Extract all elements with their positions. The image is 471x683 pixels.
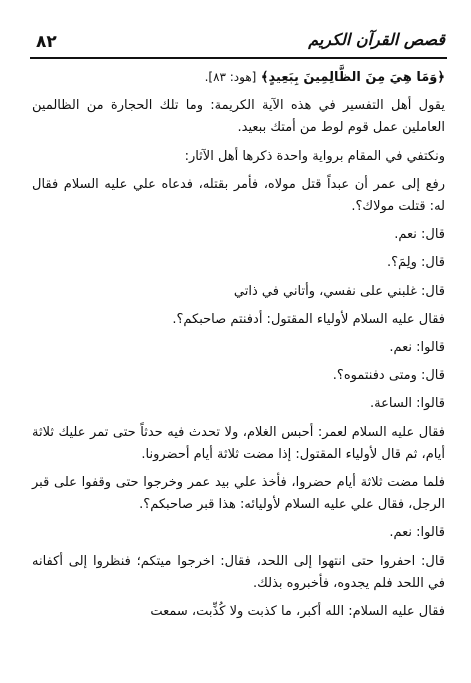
paragraph: ونكتفي في المقام برواية واحدة ذكرها أهل الآثار: [184,148,445,164]
paragraph: فقال عليه السلام: الله أكبر، ما كذبت ولا كُذِّبت، سمعت [150,604,445,620]
paragraph: قالوا: نعم. [389,340,445,356]
paragraph: رفع إلى عمر أن عبداً قتل مولاه، فأمر بقتله، فدعاه علي عليه السلام فقال له: قتلت مولاك؟. [32,176,445,215]
paragraph: قال: ومتى دفنتموه؟. [332,368,445,384]
page-number: ٨٢ [36,32,57,52]
paragraph: قال: احفروا حتى انتهوا إلى اللحد، فقال: اخرجوا ميتكم؛ فنظروا إلى أكفانه في اللحد فلم يجدوه، فأخبروه بذلك. [32,553,445,591]
paragraph: فقال عليه السلام لعمر: أحبس الغلام، ولا تحدث فيه حدثاً حتى تمر عليك ثلاثة أيام، ثم قال لأولياء المقتول: إذا مضت ثلاثة أيام أحضرونا. [32,424,445,462]
book-title: قصص القرآن الكريم [308,30,445,49]
paragraph: قال: غلبني على نفسي، وأتاني في ذاتي [233,283,445,299]
quran-verse [32,66,445,89]
paragraph: فلما مضت ثلاثة أيام حضروا، فأخذ علي بيد عمر وخرجوا حتى وقفوا على قبر الرجل، فقال علي عليه السلام لأوليائه: هذا قبر صاحبكم؟. [32,475,445,513]
paragraph: قال: ولِمَ؟. [386,255,445,271]
paragraph: فقال عليه السلام لأولياء المقتول: أدفنتم صاحبكم؟. [172,311,445,327]
paragraph: قالوا: نعم. [389,525,445,541]
page-header [30,30,447,60]
paragraph: قالوا: الساعة. [370,396,445,412]
paragraph: يقول أهل التفسير في هذه الآية الكريمة: وما تلك الحجارة من الظالمين العاملين عمل قوم لوط من أمتك ببعيد. [32,98,445,136]
verse-reference: [هود: ٨٣]. [204,70,257,84]
header-rule [30,57,447,59]
verse-text: ﴿وَمَا هِيَ مِنَ الظَّالِمِينَ بِبَعِيدٍ﴾ [260,70,445,85]
paragraph: قال: نعم. [394,227,445,243]
page-body [32,66,445,629]
